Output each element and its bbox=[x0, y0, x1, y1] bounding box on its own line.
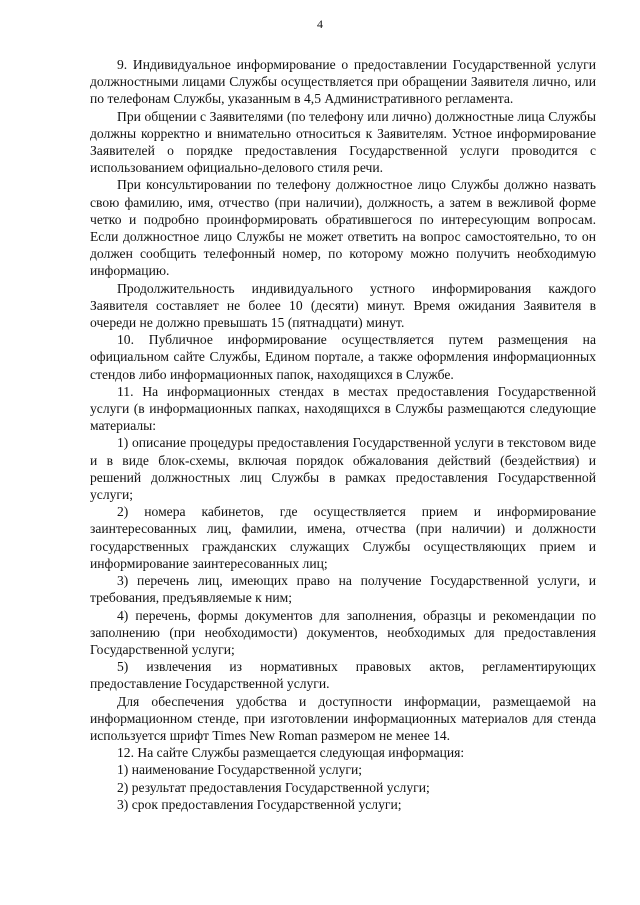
paragraph-10: 10. Публичное информирование осуществляется путем размещения на официальном сайте Службы, Едином портале, а также оформления информационных стендов либо информационных папок, находящихся в Службе. bbox=[90, 332, 596, 382]
paragraph-phone-consulting: При консультировании по телефону должностное лицо Службы должно назвать свою фамилию, имя, отчество (при наличии), должность, а затем в вежливой форме четко и подробно проинформировать обратившегося по интересующим вопросам. Если должностное лицо Службы не может ответить на вопрос самостоятельно, то он должен сообщить телефонный номер, по которому можно получить необходимую информацию. bbox=[90, 177, 596, 279]
list-item-12-1: 1) наименование Государственной услуги; bbox=[117, 762, 363, 778]
document-body bbox=[90, 56, 596, 813]
paragraph-11: 11. На информационных стендах в местах предоставления Государственной услуги (в информационных папках, находящихся в Службы размещаются следующие материалы: bbox=[90, 383, 596, 434]
page-number: 4 bbox=[317, 17, 323, 31]
paragraph-9: 9. Индивидуальное информирование о предоставлении Государственной услуги должностными лицами Службы осуществляется при обращении Заявителя лично, или по телефонам Службы, указанным в 4,5 Административного регламента. bbox=[90, 57, 596, 107]
list-item-11-3: 3) перечень лиц, имеющих право на получение Государственной услуги, и требования, предъявляемые к ним; bbox=[90, 573, 596, 606]
paragraph-12: 12. На сайте Службы размещается следующая информация: bbox=[117, 745, 465, 761]
list-item-12-2: 2) результат предоставления Государственной услуги; bbox=[117, 779, 430, 795]
list-item-11-4: 4) перечень, формы документов для заполнения, образцы и рекомендации по заполнению (при необходимости) документов, необходимых для предоставления Государственной услуги; bbox=[90, 607, 596, 657]
list-item-11-5: 5) извлечения из нормативных правовых актов, регламентирующих предоставление Государственной услуги. bbox=[90, 659, 596, 692]
list-item-12-3: 3) срок предоставления Государственной услуги; bbox=[117, 796, 402, 812]
list-item-11-2: 2) номера кабинетов, где осуществляется прием и информирование заинтересованных лиц, фамилии, имена, отчества (при наличии) и должности государственных гражданских служащих Службы осуществляющих прием и информирование заинтересованных лиц; bbox=[90, 504, 596, 571]
list-item-11-1: 1) описание процедуры предоставления Государственной услуги в текстовом виде и в виде блок-схемы, включая порядок обжалования действий (бездействия) и решений должностных лиц Службы в рамках предоставления Государственной услуги; bbox=[90, 435, 596, 503]
paragraph-communication: При общении с Заявителями (по телефону или лично) должностные лица Службы должны корректно и внимательно относиться к Заявителям. Устное информирование Заявителей о порядке предоставления Государственной услуги проводится с использованием официально-делового стиля речи. bbox=[90, 108, 596, 176]
paragraph-duration: Продолжительность индивидуального устного информирования каждого Заявителя составляет не более 10 (десяти) минут. Время ожидания Заявителя в очереди не должно превышать 15 (пятнадцати) минут. bbox=[90, 280, 596, 331]
paragraph-font-requirement: Для обеспечения удобства и доступности информации, размещаемой на информационном стенде, при изготовлении информационных материалов для стенда используется шрифт Times New Roman размером не менее 14. bbox=[90, 693, 596, 743]
